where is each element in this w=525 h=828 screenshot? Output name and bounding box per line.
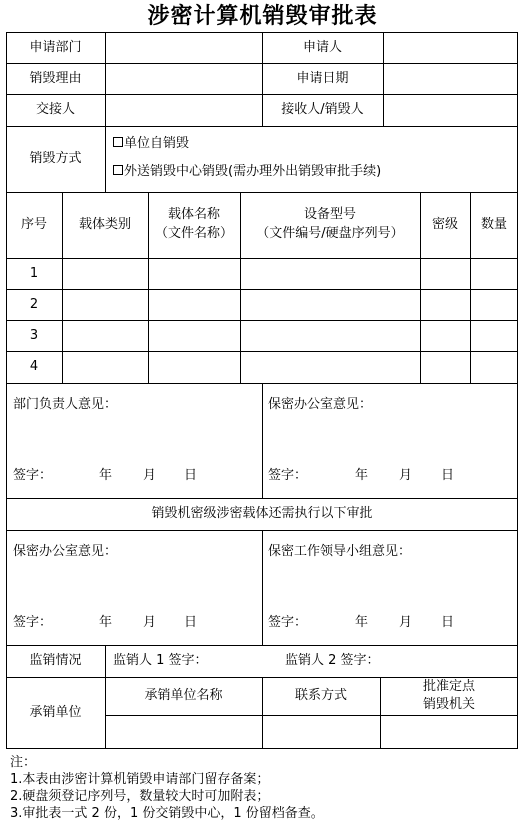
note-item: 3.审批表一式 2 份，1 份交销毁中心，1 份留档备查。 <box>10 806 324 821</box>
security-office-opinion-2-label: 保密办公室意见： <box>13 544 118 559</box>
note-item: 1.本表由涉密计算机销毁申请部门留存备案； <box>10 772 270 787</box>
year-label: 年 <box>99 615 113 630</box>
row-seq-1: 1 <box>29 266 39 281</box>
row-divider <box>6 320 518 321</box>
col-header-secret-level: 密级 <box>431 217 458 232</box>
destroy-reason-label: 销毁理由 <box>29 71 82 86</box>
applicant-label: 申请人 <box>302 40 342 55</box>
row-divider <box>6 351 518 352</box>
col-header-carrier-name-sub: （文件名称） <box>154 226 233 241</box>
col-divider <box>383 32 384 126</box>
year-label: 年 <box>99 468 113 483</box>
row-divider <box>6 258 518 259</box>
supervisor-1-sign-label: 监销人 1 签字： <box>113 653 208 668</box>
contact-label: 联系方式 <box>294 688 347 703</box>
checkbox-icon[interactable] <box>113 165 123 175</box>
approved-site-label-2: 销毁机关 <box>422 697 475 712</box>
leadership-group-opinion-label: 保密工作领导小组意见： <box>268 544 412 559</box>
notes-heading: 注： <box>10 755 37 770</box>
applicant-dept-label: 申请部门 <box>29 40 82 55</box>
col-divider <box>262 383 263 498</box>
row-divider <box>6 289 518 290</box>
checkbox-icon[interactable] <box>113 137 123 147</box>
col-header-carrier-type: 载体类别 <box>78 217 131 232</box>
month-label: 月 <box>399 468 413 483</box>
sign-label: 签字： <box>13 615 53 630</box>
col-divider <box>262 530 263 645</box>
row-divider <box>6 498 518 499</box>
row-divider <box>6 126 518 127</box>
note-item: 2.硬盘须登记序列号，数量较大时可加附表； <box>10 789 270 804</box>
destroy-method-label: 销毁方式 <box>29 151 82 166</box>
row-seq-3: 3 <box>29 328 39 343</box>
extra-approval-banner: 销毁机密级涉密载体还需执行以下审批 <box>151 506 373 521</box>
apply-date-label: 申请日期 <box>296 71 349 86</box>
row-divider <box>6 192 518 193</box>
receiver-destroyer-label: 接收人/销毁人 <box>281 102 364 117</box>
dept-head-opinion-label: 部门负责人意见： <box>13 397 118 412</box>
option-external-destroy-label: 外送销毁中心销毁(需办理外出销毁审批手续) <box>124 164 382 179</box>
col-header-device-model: 设备型号 <box>303 207 356 222</box>
sign-label: 签字： <box>268 615 308 630</box>
year-label: 年 <box>355 615 369 630</box>
col-header-device-model-sub: （文件编号/硬盘序列号） <box>256 226 404 241</box>
contractor-label: 承销单位 <box>29 705 82 720</box>
approved-site-label: 批准定点 <box>422 679 475 694</box>
form-title: 涉密计算机销毁审批表 <box>147 3 378 29</box>
day-label: 日 <box>441 468 455 483</box>
col-header-seq: 序号 <box>20 217 47 232</box>
col-header-carrier-name: 载体名称 <box>167 207 220 222</box>
sign-label: 签字： <box>268 468 308 483</box>
day-label: 日 <box>184 615 198 630</box>
col-divider <box>105 32 106 192</box>
sign-label: 签字： <box>13 468 53 483</box>
month-label: 月 <box>143 468 157 483</box>
row-seq-2: 2 <box>29 297 39 312</box>
month-label: 月 <box>399 615 413 630</box>
supervisor-2-sign-label: 监销人 2 签字： <box>285 653 380 668</box>
contractor-name-label: 承销单位名称 <box>144 688 223 703</box>
handover-person-label: 交接人 <box>35 102 75 117</box>
option-external-destroy[interactable] <box>113 164 381 180</box>
year-label: 年 <box>355 468 369 483</box>
row-divider <box>105 715 518 716</box>
day-label: 日 <box>184 468 198 483</box>
supervision-label: 监销情况 <box>29 653 82 668</box>
col-header-quantity: 数量 <box>480 217 507 232</box>
security-office-opinion-label: 保密办公室意见： <box>268 397 373 412</box>
option-self-destroy-label: 单位自销毁 <box>124 136 190 151</box>
month-label: 月 <box>143 615 157 630</box>
day-label: 日 <box>441 615 455 630</box>
notes <box>10 754 324 822</box>
row-seq-4: 4 <box>29 359 39 374</box>
row-divider <box>6 645 518 646</box>
option-self-destroy[interactable] <box>113 136 189 152</box>
